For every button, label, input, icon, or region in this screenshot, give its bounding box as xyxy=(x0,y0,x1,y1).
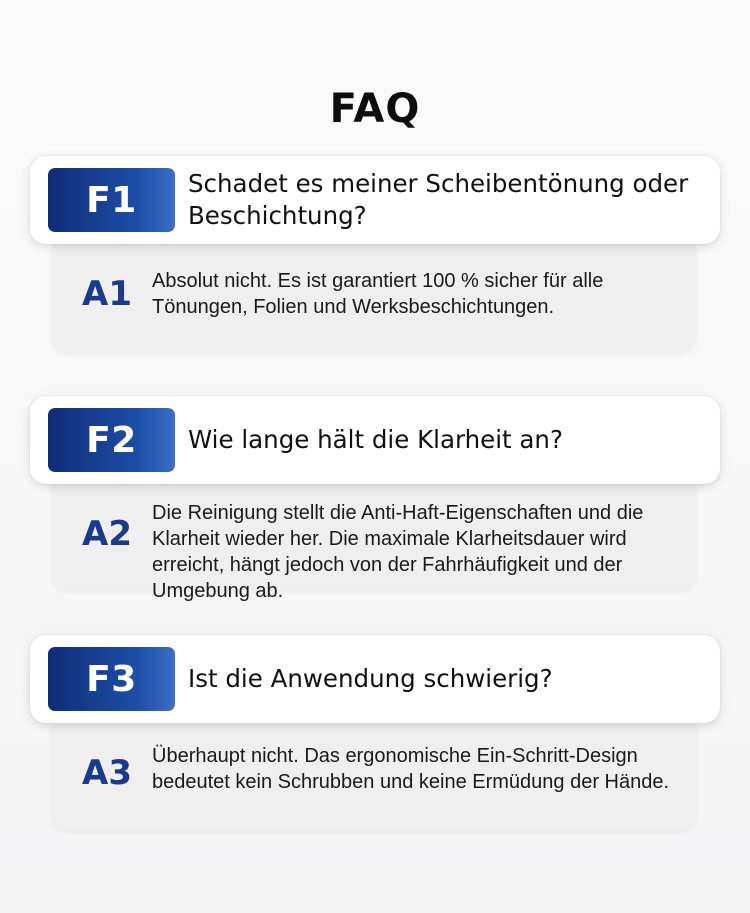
question-text: Schadet es meiner Scheibentönung oder Beschichtung? xyxy=(188,169,689,230)
answer-card xyxy=(52,484,696,602)
answer-label: A3 xyxy=(82,753,132,793)
answer-card xyxy=(52,723,696,830)
question-card[interactable] xyxy=(30,396,720,484)
answer-text: Die Reinigung stellt die Anti-Haft-Eigenschaften und die Klarheit wieder her. Die maximale Klarheitsdauer wird erreicht, hängt jedoch von der Fahrhäufigkeit und der Umgebung ab. xyxy=(152,502,644,602)
question-text: Ist die Anwendung schwierig? xyxy=(188,664,553,693)
answer-card xyxy=(52,244,696,352)
answer-label: A1 xyxy=(82,274,132,314)
question-label: F1 xyxy=(48,168,175,232)
answer-label: A2 xyxy=(82,514,132,554)
answer-text: Überhaupt nicht. Das ergonomische Ein-Schritt-Design bedeutet kein Schrubben und keine Ermüdung der Hände. xyxy=(152,745,670,793)
question-card[interactable] xyxy=(30,156,720,244)
page-title: FAQ xyxy=(329,86,421,132)
question-card[interactable] xyxy=(30,635,720,723)
question-label: F3 xyxy=(48,647,175,711)
question-text: Wie lange hält die Klarheit an? xyxy=(188,425,563,454)
answer-text: Absolut nicht. Es ist garantiert 100 % sicher für alle Tönungen, Folien und Werksbeschichtungen. xyxy=(152,270,604,318)
question-label: F2 xyxy=(48,408,175,472)
